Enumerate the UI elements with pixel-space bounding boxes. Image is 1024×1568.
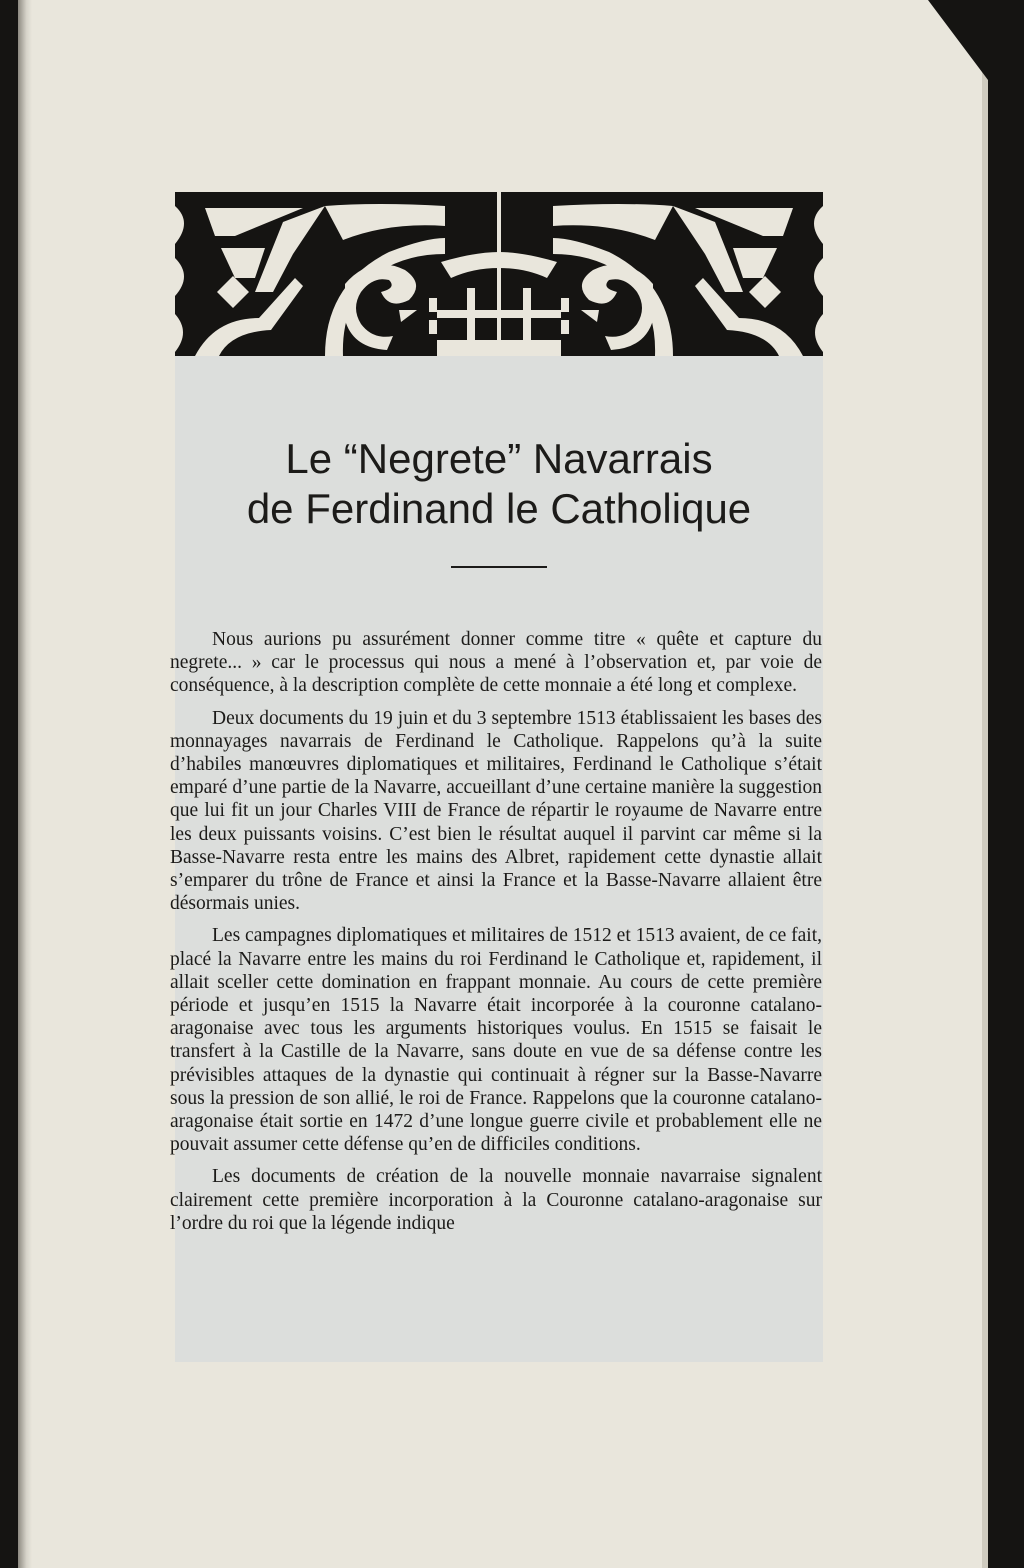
article-title-line-2: de Ferdinand le Catholique <box>246 485 752 532</box>
paragraph: Les campagnes diplomatiques et militaires de 1512 et 1513 avaient, de ce fait, placé la Navarre entre les mains du roi Ferdinand le Catholique et, rapidement, il allait sceller cette domination en frappant monnaie. Au cours de cette première période et jusqu’en 1515 la Navarre était incorporée à la couronne catalano-aragonaise avec tous les arguments historiques voulus. En 1515 se faisait le transfert à la Castille de la Navarre, sans doute en vue de sa défense contre les prévisibles attaques de la dynastie qui continuait à régner sur la Basse-Navarre sous la pression de son allié, le roi de France. Rappelons que la couronne catalano-aragonaise était sortie en 1472 d’une longue guerre civile et probablement elle ne pouvait assumer cette défense qu’en de difficiles conditions. <box>170 925 822 1156</box>
article-title <box>175 434 823 534</box>
page-edge <box>982 0 988 1568</box>
paragraph: Deux documents du 19 juin et du 3 septembre 1513 établissaient les bases des monnayages navarrais de Ferdinand le Catholique. Rappelons qu’à la suite d’habiles manœuvres diplomatiques et militaires, Ferdinand le Catholique s’était emparé d’une partie de la Navarre, accueillant d’une certaine manière la suggestion que lui fit un jour Charles VIII de France de répartir le royaume de Navarre entre les deux puissants voisins. C’est bien le résultat auquel il parvint car même si la Basse-Navarre resta entre les mains des Albret, rapidement cette dynastie allait s’emparer du trône de France et ainsi la France et la Basse-Navarre allaient être désormais unies. <box>170 707 822 915</box>
title-divider <box>451 566 547 568</box>
ornamental-header-band <box>175 192 823 356</box>
article-body <box>170 628 822 1244</box>
article-title-line-1: Le “Negrete” Navarrais <box>285 435 713 482</box>
paragraph: Les documents de création de la nouvelle monnaie navarraise signalent clairement cette première incorporation à la Couronne catalano-aragonaise sur l’ordre du roi que la légende indique <box>170 1166 822 1234</box>
corner-fold <box>928 0 988 80</box>
binding-shadow <box>18 0 32 1568</box>
paragraph: Nous aurions pu assurément donner comme titre « quête et capture du negrete... » car le processus qui nous a mené à l’observation et, par voie de conséquence, à la description complète de cette monnaie a été long et complexe. <box>170 629 822 697</box>
